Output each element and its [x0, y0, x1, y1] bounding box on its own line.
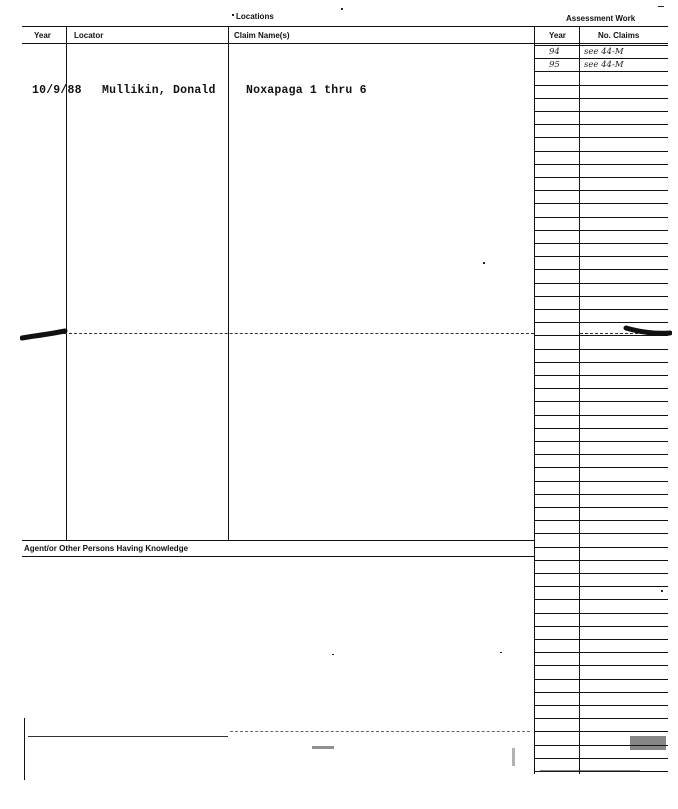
assessment-ruled-line	[535, 454, 668, 455]
scan-speck	[332, 654, 334, 655]
assessment-ruled-line	[535, 45, 668, 46]
assessment-work-title: Assessment Work	[566, 14, 636, 23]
assessment-ruled-line	[535, 203, 668, 204]
assessment-ruled-line	[535, 467, 668, 468]
assessment-ruled-line	[535, 230, 668, 231]
assessment-ruled-line	[535, 415, 668, 416]
scan-speck	[232, 14, 234, 16]
assessment-ruled-line	[535, 177, 668, 178]
assessment-ruled-line	[535, 269, 668, 270]
header-top-rule-right	[535, 26, 668, 27]
assessment-ruled-line	[535, 665, 668, 666]
assessment-ruled-line	[535, 164, 668, 165]
assessment-ruled-line	[535, 520, 668, 521]
scan-speck	[540, 770, 640, 772]
scan-speck	[661, 590, 663, 592]
assessment-ruled-line	[535, 560, 668, 561]
scan-speck	[500, 652, 502, 653]
column-header-rule	[22, 43, 668, 44]
col-header-claim-names: Claim Name(s)	[234, 31, 290, 40]
assessment-ruled-line	[535, 481, 668, 482]
assessment-ruled-line	[535, 375, 668, 376]
agents-section-label: Agent/or Other Persons Having Knowledge	[24, 544, 189, 553]
mid-dashed-rule	[64, 333, 534, 334]
assessment-ruled-line	[535, 85, 668, 86]
assessment-ruled-line	[535, 731, 668, 732]
aw-year-entry-1: 94	[549, 47, 560, 57]
assessment-ruled-line	[535, 679, 668, 680]
assessment-ruled-line	[535, 283, 668, 284]
assessment-ruled-line	[535, 586, 668, 587]
assessment-ruled-line	[535, 401, 668, 402]
aw-claims-entry-1: see 44-M	[584, 47, 624, 57]
assessment-ruled-line	[535, 718, 668, 719]
scan-speck	[630, 736, 666, 750]
assessment-ruled-line	[535, 111, 668, 112]
assessment-ruled-line	[535, 256, 668, 257]
col-header-aw-no-claims: No. Claims	[598, 31, 640, 40]
col-header-aw-year: Year	[549, 31, 566, 40]
header-top-rule	[22, 26, 534, 27]
assessment-ruled-line	[535, 362, 668, 363]
divider-year-locator	[66, 26, 67, 540]
assessment-ruled-line	[535, 507, 668, 508]
locations-bottom-rule	[22, 540, 534, 541]
assessment-ruled-line	[535, 547, 668, 548]
assessment-ruled-line	[535, 296, 668, 297]
aw-year-entry-2: 95	[549, 60, 560, 70]
entry-year: 10/9/88	[32, 84, 82, 97]
col-header-year: Year	[34, 31, 51, 40]
assessment-ruled-line	[535, 243, 668, 244]
bottom-left-edge-vertical	[24, 718, 25, 780]
assessment-ruled-line	[535, 639, 668, 640]
assessment-ruled-line	[535, 758, 668, 759]
scan-speck	[658, 6, 664, 7]
assessment-ruled-line	[535, 441, 668, 442]
assessment-ruled-line	[535, 599, 668, 600]
assessment-ruled-line	[535, 494, 668, 495]
assessment-ruled-line	[535, 626, 668, 627]
assessment-ruled-line	[535, 190, 668, 191]
scan-speck	[483, 262, 485, 264]
assessment-ruled-line	[535, 217, 668, 218]
assessment-ruled-line	[535, 309, 668, 310]
bottom-mid-edge-rule	[230, 731, 530, 732]
col-header-locator: Locator	[74, 31, 104, 40]
assessment-ruled-line	[535, 613, 668, 614]
locations-title: Locations	[236, 12, 274, 21]
assessment-ruled-line	[535, 533, 668, 534]
assessment-ruled-line	[535, 692, 668, 693]
assessment-ruled-line	[535, 71, 668, 72]
left-margin-marker	[20, 326, 68, 344]
right-margin-marker	[622, 322, 672, 340]
entry-claim-names: Noxapaga 1 thru 6	[246, 84, 367, 97]
assessment-ruled-line	[535, 98, 668, 99]
bottom-left-edge-rule	[28, 736, 228, 737]
assessment-ruled-line	[535, 124, 668, 125]
assessment-ruled-line	[535, 137, 668, 138]
entry-locator: Mullikin, Donald	[102, 84, 216, 97]
assessment-ruled-line	[535, 349, 668, 350]
scan-speck	[512, 748, 515, 766]
assessment-ruled-line	[535, 573, 668, 574]
assessment-ruled-line	[535, 388, 668, 389]
scan-speck	[341, 8, 343, 10]
aw-claims-entry-2: see 44-M	[584, 60, 624, 70]
scan-speck	[312, 746, 334, 749]
divider-locator-claims	[228, 26, 229, 540]
assessment-ruled-line	[535, 151, 668, 152]
assessment-ruled-line	[535, 652, 668, 653]
assessment-ruled-line	[535, 428, 668, 429]
agents-label-rule	[22, 556, 534, 557]
assessment-ruled-line	[535, 705, 668, 706]
